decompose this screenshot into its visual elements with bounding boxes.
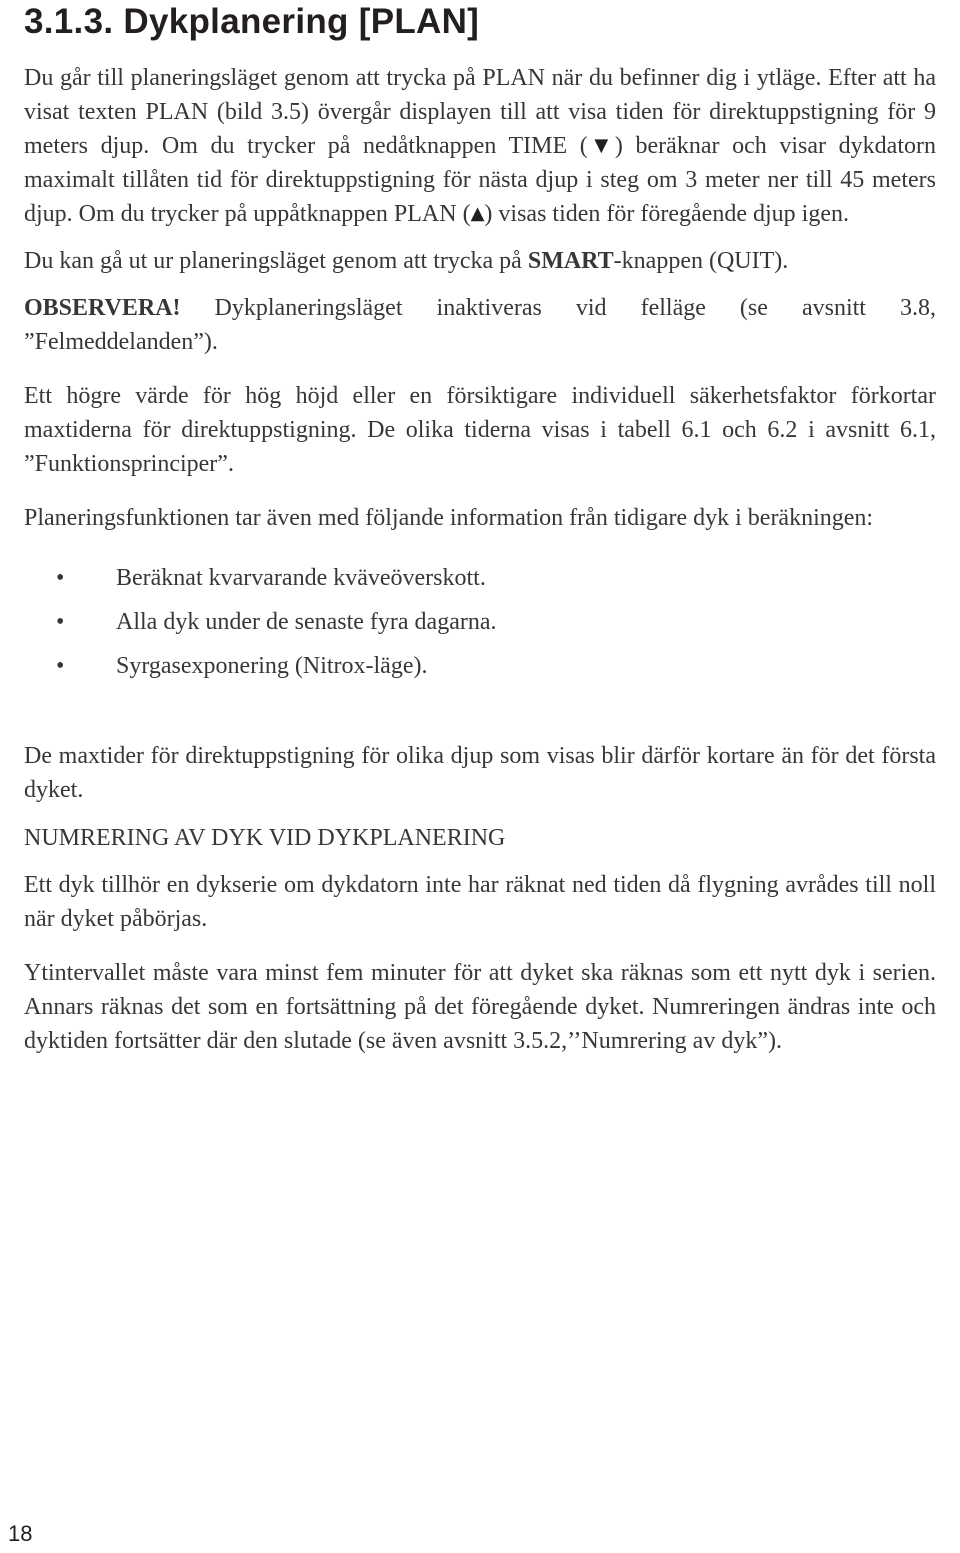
list-item — [24, 649, 936, 683]
list-item — [24, 605, 936, 639]
list-item-text: Syrgasexponering (Nitrox-läge). — [116, 653, 428, 679]
up-arrow-icon: ▲ — [470, 203, 485, 224]
numbering-subheading: NUMRERING AV DYK VID DYKPLANERING — [24, 825, 506, 851]
note-paragraph — [24, 291, 936, 359]
intro-text-part-3: ) visas tiden för föregående djup igen. — [484, 201, 849, 227]
planning-info-paragraph: Planeringsfunktionen tar även med följande information från tidigare dyk i beräkningen: — [24, 505, 874, 531]
bullet-icon: • — [56, 609, 65, 635]
quit-text-part-1: Du kan gå ut ur planeringsläget genom att trycka på — [24, 248, 528, 274]
section-title: 3.1.3. Dykplanering [PLAN] — [24, 2, 480, 41]
note-text: Dykplaneringsläget inaktiveras vid felläge (se avsnitt 3.8, ”Felmeddelanden”). — [24, 295, 936, 355]
intro-text-part-2: ) beräknar och visar dykdatorn maximalt tillåten tid för direktuppstigning för nästa djup i steg om 3 meter ner till 45 meters djup. Om du trycker på uppåtknappen PLAN ( — [24, 133, 936, 227]
note-label: OBSERVERA! — [24, 295, 181, 321]
list-item — [24, 561, 936, 595]
intro-text-part-1: Du går till planeringsläget genom att trycka på PLAN när du befinner dig i ytläge. Efter att ha visat texten PLAN (bild 3.5) övergår displayen till att visa tiden för direktuppstigning för 9 meters djup. Om du trycker på nedåtknappen TIME ( — [24, 65, 936, 159]
safety-factor-paragraph: Ett högre värde för hög höjd eller en försiktigare individuell säkerhetsfaktor förkortar maxtiderna för direktuppstigning. De olika tiderna visas i tabell 6.1 och 6.2 i avsnitt 6.1, ”Funktionsprinciper”. — [24, 383, 936, 477]
bullet-icon: • — [56, 653, 65, 679]
page-number: 18 — [8, 1521, 33, 1546]
list-item-text: Alla dyk under de senaste fyra dagarna. — [116, 609, 497, 635]
list-item-text: Beräknat kvarvarande kväveöverskott. — [116, 565, 486, 591]
down-arrow-icon: ▼ — [587, 135, 615, 156]
surface-interval-paragraph: Ytintervallet måste vara minst fem minuter för att dyket ska räknas som ett nytt dyk i serien. Annars räknas det som en fortsättning på det föregående dyket. Numreringen ändras inte och dyktiden fortsätter där den slutade (se även avsnitt 3.5.2,’’Numrering av dyk”). — [24, 960, 936, 1054]
info-bullet-list — [24, 561, 936, 683]
document-page — [24, 0, 936, 1058]
smart-button-name: SMART — [527, 248, 614, 274]
quit-text-part-2: -knappen (QUIT). — [613, 248, 789, 274]
dive-series-paragraph: Ett dyk tillhör en dykserie om dykdatorn inte har räknat ned tiden då flygning avrådes till noll när dyket påbörjas. — [24, 872, 936, 932]
quit-paragraph — [24, 244, 936, 278]
shorter-times-paragraph: De maxtider för direktuppstigning för olika djup som visas blir därför kortare än för det första dyket. — [24, 743, 936, 803]
bullet-icon: • — [56, 565, 65, 591]
intro-paragraph — [24, 61, 936, 231]
